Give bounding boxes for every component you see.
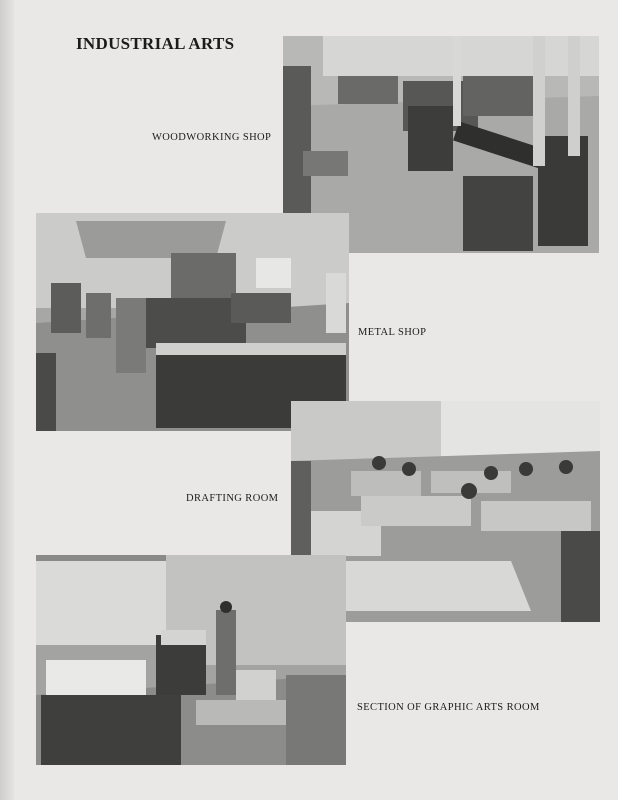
metal-shop-photo (36, 213, 349, 431)
page-binding-edge (0, 0, 14, 800)
caption-graphic-arts-room: SECTION OF GRAPHIC ARTS ROOM (357, 702, 540, 713)
graphic-arts-room-photo (36, 555, 346, 765)
caption-metal-shop: METAL SHOP (358, 327, 427, 338)
page-title: INDUSTRIAL ARTS (76, 34, 235, 53)
caption-drafting-room: DRAFTING ROOM (186, 493, 279, 504)
caption-woodworking-shop: WOODWORKING SHOP (152, 132, 272, 143)
